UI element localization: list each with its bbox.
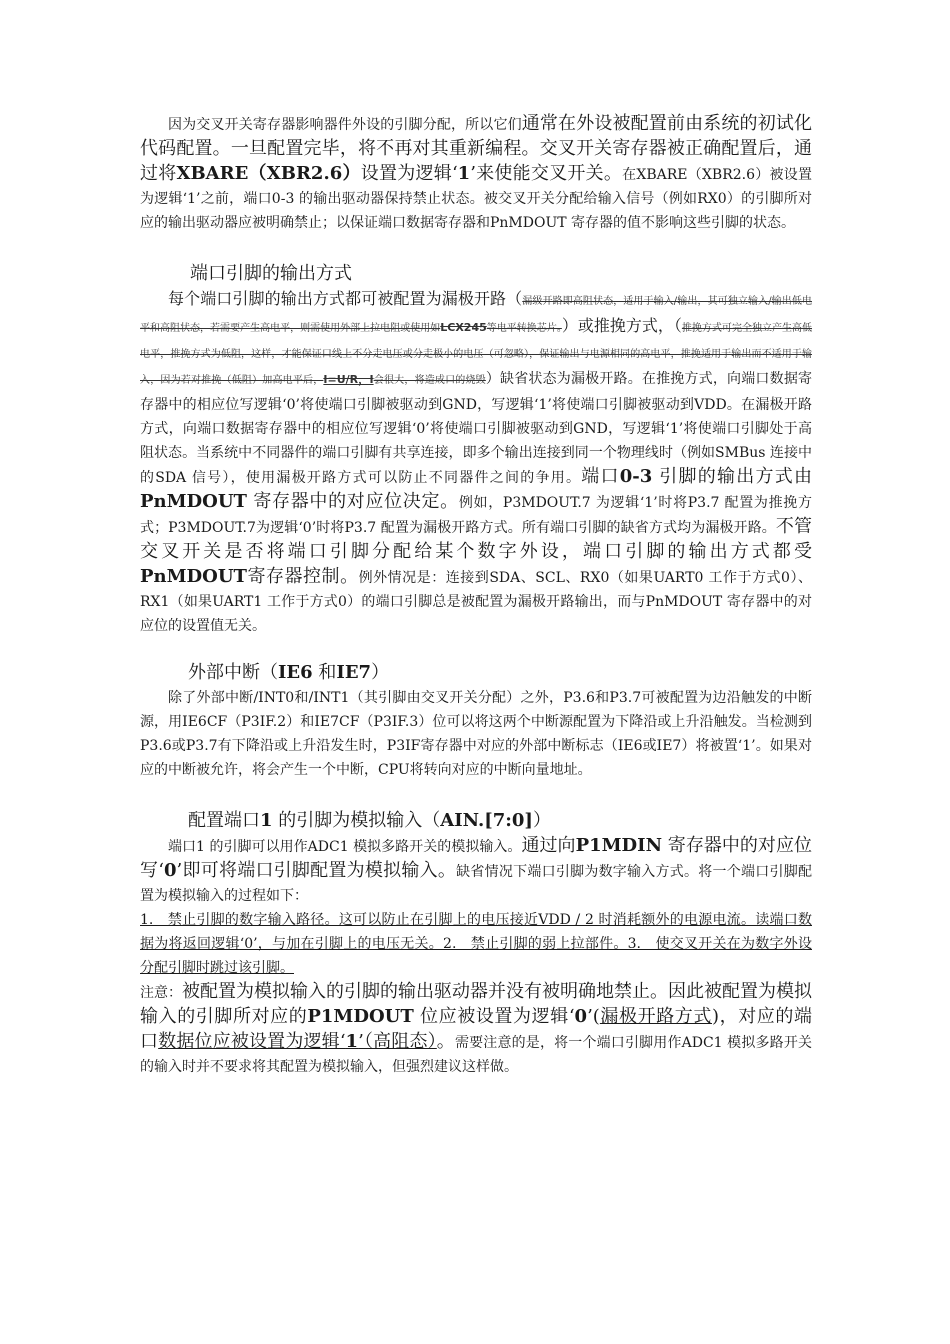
output-mode-paragraph (140, 287, 812, 638)
section-heading-external-interrupts (140, 660, 812, 686)
analog-input-paragraph (140, 834, 812, 908)
bold-text: I=U/R，I (323, 373, 374, 386)
bold-text: P1MDOUT (307, 1006, 414, 1027)
bold-text: 0-3 (619, 466, 653, 487)
text-run: ）或推挽方式，（ (561, 316, 682, 335)
text-run: 不管交叉开关是否将端口引脚分配给某个数字外设，端口引脚的输出方式都受 (140, 516, 813, 562)
spacer (140, 638, 812, 660)
text-run: 引脚的输出方式由 (652, 466, 813, 487)
text-run: 和 (312, 662, 337, 683)
analog-input-steps: 1. 禁止引脚的数字输入路径。这可以防止在引脚上的电压接近VDD / 2 时消耗额外的电源电流。读端口数据为将返回逻辑‘0’，与加在引脚上的电压无关。2. 禁止引脚的弱上拉部件。3. 使交叉开关在为数字外设分配引脚时跳过该引脚。 (140, 912, 812, 976)
text-run: 。 (436, 1031, 455, 1052)
spacer (140, 235, 812, 261)
text-run: ’来使能交叉开关。 (470, 163, 623, 184)
text-run: 缺省情况下端口引脚为数字输入方式。将一个端口引脚配置为模拟输入的过程如下： (140, 864, 812, 904)
bold-text: XBARE（XBR2.6） (176, 163, 361, 184)
text-run: 每个端口引脚的输出方式都可被配置为漏极开路（ (168, 289, 523, 308)
bold-text: 0 (574, 1006, 588, 1027)
text-run: ） (371, 662, 390, 683)
underlined-text: 漏极开路方式 (599, 1006, 712, 1027)
bold-text: P1MDIN (575, 835, 663, 856)
text-run: 例外情况是：连接到SDA、SCL、RX0（如果UART0 工作于方式0）、RX1（如果UART1 工作于方式0）的端口引脚总是被配置为漏极开路输出，而与PnMDOUT 寄存器中的对应位的设置值无关。 (140, 570, 812, 634)
spacer (140, 782, 812, 808)
bold-text: LCX245 (440, 321, 487, 334)
text-run: ） (532, 810, 551, 831)
bold-text: 1 (345, 1031, 359, 1052)
text-run: 设置为逻辑‘ (360, 163, 458, 184)
text-run: 例如，P3MDOUT.7 为逻辑‘1’时将P3.7 配置为推挽方式；P3MDOUT.7为逻辑‘0’时将P3.7 配置为漏极开路方式。所有端口引脚的缺省方式均为漏极开路。 (140, 495, 812, 536)
text-run: 端口1 的引脚可以用作ADC1 模拟多路开关的模拟输入。 (168, 839, 522, 855)
bold-text: 1 (260, 810, 273, 831)
text-run: 寄存器中的对应位决定。 (246, 491, 459, 512)
bold-text: AIN.[7:0] (440, 810, 533, 831)
bold-text: IE6 (278, 662, 313, 683)
text-run: 需要注意的是，将一个端口引脚用作ADC1 模拟多路开关的输入时并不要求将其配置为模拟输入，但强烈建议这样做。 (140, 1035, 812, 1075)
external-interrupts-paragraph: 除了外部中断/INT0和/INT1（其引脚由交叉开关分配）之外，P3.6和P3.7可被配置为边沿触发的中断源，用IE6CF（P3IF.2）和IE7CF（P3IF.3）位可以将这两个中断源配置为下降沿或上升沿触发。当检测到P3.6或P3.7有下降沿或上升沿发生时，P3IF寄存器中对应的外部中断标志（IE6或IE7）将被置‘1’。如果对应的中断被允许，将会产生一个中断，CPU将转向对应的中断向量地址。 (140, 690, 812, 778)
text-run: 位应被设置为逻辑‘ (413, 1006, 575, 1027)
text-run: 被配置为模拟输入的引脚的输出驱动器并没有被明确地禁止。因此被配置为模拟输入的引脚所对应的 (140, 981, 812, 1027)
bold-text: IE7 (336, 662, 372, 683)
document-page (140, 112, 812, 1079)
text-run: 推挽方式可完全独立产生高低电平，推挽方式为低阻，这样，才能保证口线上不分走电压或分走极小的电压（可忽略），保证输出与电源相同的高电平，推挽适用于输出而不适用于输入，因为若对推挽（低阻）加高电平后， (140, 323, 812, 386)
text-run: ）缺省状态为漏极开路。在推挽方式，向端口数据寄存器中的相应位写逻辑‘0’将使端口引脚被驱动到GND，写逻辑‘1’将使端口引脚被驱动到VDD。在漏极开路方式，向端口数据寄存器中的相应位写逻辑‘0’将使端口引脚被驱动到GND，写逻辑‘1’将使端口引脚处于高阻状态。当系统中不同器件的端口引脚有共享连接，即多个输出连接到同一个物理线时（例如SMBus 连接中的SDA 信号），使用漏极开路方式可以防止不同器件之间的争用。 (140, 371, 813, 486)
text-run: ’( (587, 1006, 600, 1027)
bold-text: PnMDOUT (140, 491, 247, 512)
underlined-text (158, 1031, 437, 1052)
section-heading-output-mode: 端口引脚的输出方式 (190, 263, 352, 284)
bold-text: 1 (457, 163, 471, 184)
text-run: 配置端口 (188, 810, 260, 831)
text-run: 外部中断（ (188, 662, 278, 683)
text-run: 会很大，将造成口的烧毁 (373, 375, 486, 386)
text-run: 的引脚为模拟输入（ (272, 810, 441, 831)
text-run: 数据位应被设置为逻辑‘ (158, 1031, 346, 1052)
text-run: 漏级开路即高阻状态，适用于输入/输出，其可独立输入/输出低电平和高阻状态，若需要产生高电平，则需使用外部上拉电阻或使用如 (140, 296, 812, 334)
text-run: )，对应的端口 (140, 1006, 812, 1052)
text-run: ’即可将端口引脚配置为模拟输入。 (176, 860, 457, 881)
crossbar-paragraph (140, 112, 812, 235)
text-run: 注意： (140, 985, 182, 1001)
bold-text: PnMDOUT (140, 566, 247, 587)
text-run: 寄存器中的对应位写‘ (140, 835, 812, 881)
text-run: 在XBARE（XBR2.6）被设置为逻辑‘1’之前，端口0-3 的输出驱动器保持禁止状态。被交叉开关分配给输入信号（例如RX0）的引脚所对应的输出驱动器应被明确禁止；以保证端口数据寄存器和PnMDOUT 寄存器的值不影响这些引脚的状态。 (140, 167, 812, 231)
text-run: 寄存器控制。 (246, 566, 359, 587)
text-run: 端口 (581, 466, 620, 487)
text-run: 通过向 (521, 835, 576, 856)
text-run: 通常在外设被配置前由系统的初试化代码配置。一旦配置完毕，将不再对其重新编程。交叉开关寄存器被正确配置后，通过将 (140, 113, 812, 184)
text-run: 等电平转换芯片。 (486, 323, 562, 334)
analog-input-note (140, 980, 812, 1079)
section-heading-analog-input (140, 808, 812, 834)
bold-text: 0 (163, 860, 177, 881)
text-run: ’（高阻态） (358, 1031, 437, 1052)
text-run: 因为交叉开关寄存器影响器件外设的引脚分配，所以它们 (168, 117, 522, 133)
